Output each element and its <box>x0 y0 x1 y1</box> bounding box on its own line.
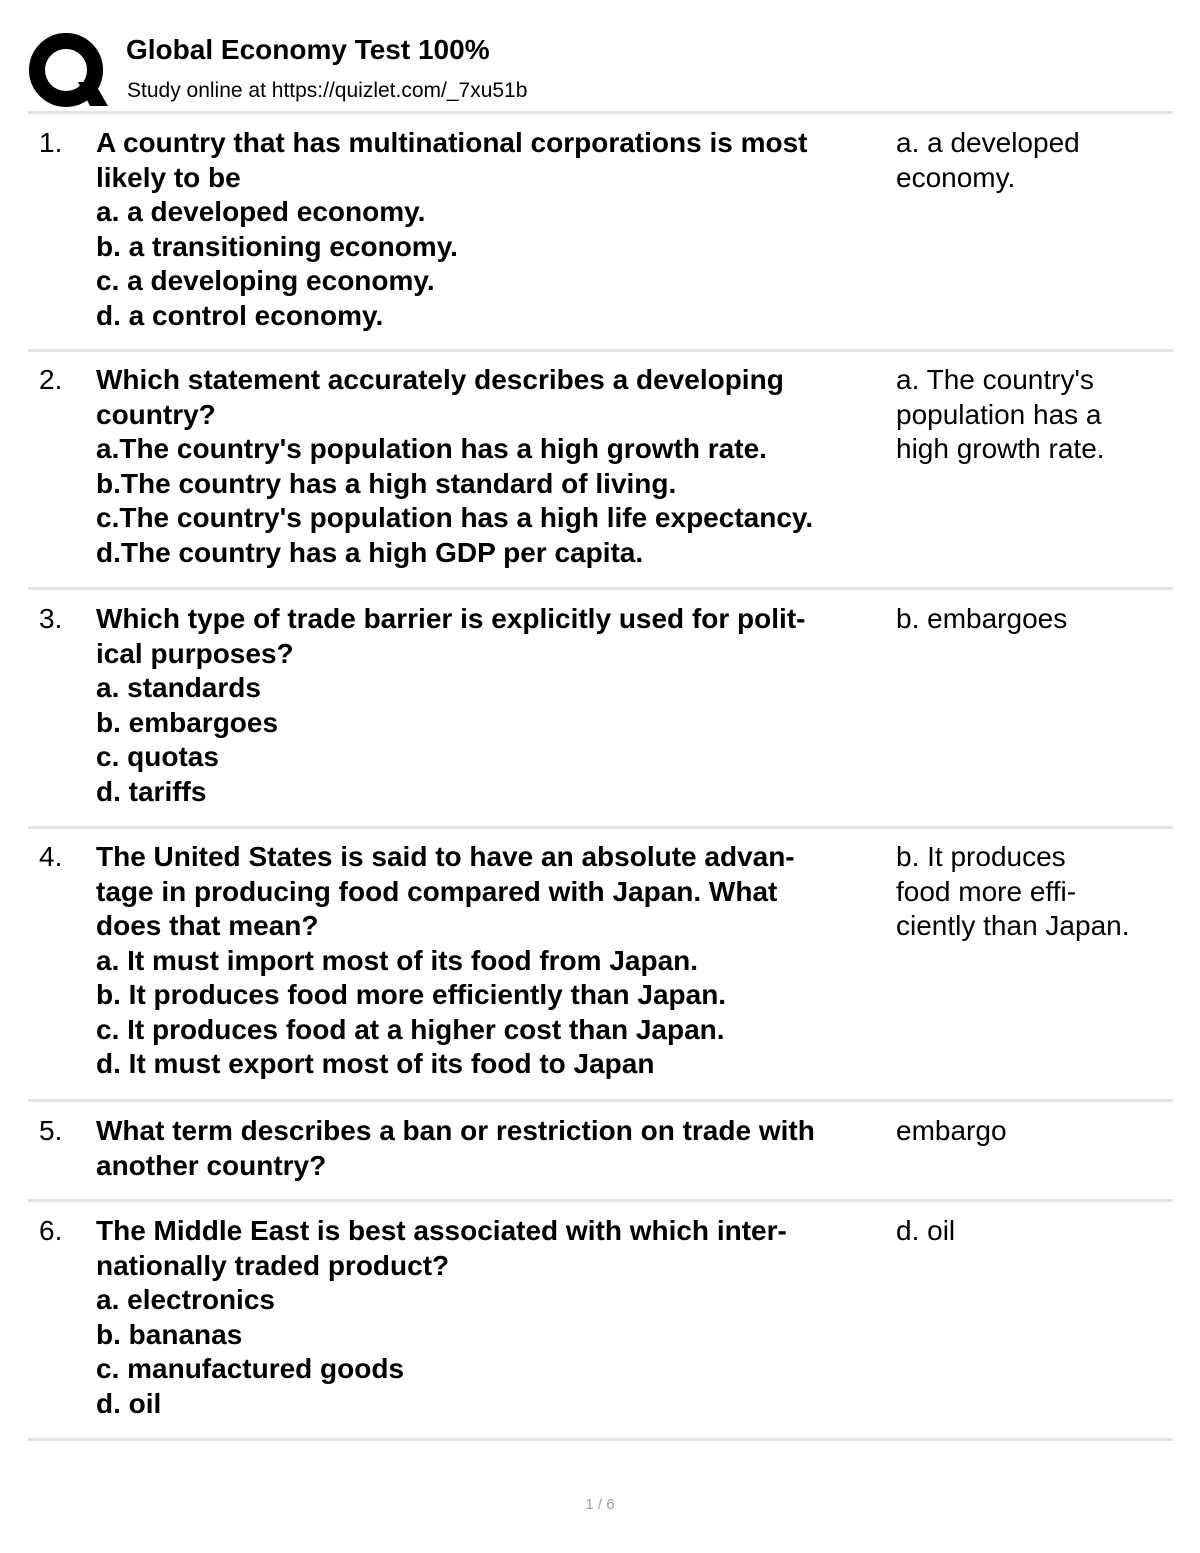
divider <box>28 1199 1173 1202</box>
divider <box>28 111 1173 114</box>
question-text <box>96 363 896 570</box>
question-line: a. electronics <box>96 1284 275 1315</box>
question-line: c. a developing economy. <box>96 265 435 296</box>
question-line: b. bananas <box>96 1318 243 1350</box>
answer-text <box>896 363 1171 467</box>
question-line: b. a transitioning economy. <box>96 230 458 262</box>
question-line: c. It produces food at a higher cost than Japan. <box>96 1013 725 1045</box>
answer-line: population has a <box>896 398 1102 430</box>
question-line: c.The country's population has a high life expectancy. <box>96 502 814 533</box>
answer-line: a. a developed <box>896 127 1080 158</box>
question-number: 3. <box>39 603 63 634</box>
answer-line: b. It produces <box>896 841 1066 872</box>
question-line: likely to be <box>96 161 241 193</box>
question-line: d. oil <box>96 1387 162 1419</box>
answer-text <box>896 1114 1171 1149</box>
question-line: country? <box>96 398 216 430</box>
answer-text <box>896 840 1171 944</box>
question-text <box>96 602 896 809</box>
question-line: does that mean? <box>96 910 319 941</box>
answer-text <box>896 126 1171 195</box>
question-line: d. tariffs <box>96 775 207 807</box>
question-line: d. a control economy. <box>96 299 384 331</box>
answer-line: embargo <box>896 1115 1007 1146</box>
quizlet-logo-icon <box>28 32 108 112</box>
question-line: Which type of trade barrier is explicitly used for polit- <box>96 603 806 634</box>
question-text <box>96 840 896 1082</box>
answer-line: b. embargoes <box>896 603 1068 634</box>
question-line: a. standards <box>96 672 261 703</box>
divider <box>28 826 1173 829</box>
question-line: another country? <box>96 1149 327 1181</box>
answer-line: food more effi- <box>896 875 1077 907</box>
answer-line: a. The country's <box>896 364 1094 395</box>
answer-text <box>896 1214 1171 1249</box>
question-line: c. quotas <box>96 741 219 772</box>
question-line: The Middle East is best associated with which inter- <box>96 1215 787 1246</box>
question-line: b. It produces food more efficiently than Japan. <box>96 979 727 1010</box>
question-text <box>96 126 896 333</box>
question-number: 1. <box>39 127 63 158</box>
divider <box>28 587 1173 590</box>
answer-line: d. oil <box>896 1215 956 1246</box>
question-line: A country that has multinational corporations is most <box>96 127 808 158</box>
question-line: The United States is said to have an absolute advan- <box>96 841 795 872</box>
answer-line: ciently than Japan. <box>896 910 1130 941</box>
question-text <box>96 1214 896 1421</box>
divider <box>28 1438 1173 1441</box>
question-line: a.The country's population has a high growth rate. <box>96 433 767 464</box>
divider <box>28 1099 1173 1102</box>
question-number: 6. <box>39 1215 63 1246</box>
question-line: tage in producing food compared with Japan. What <box>96 875 778 907</box>
answer-line: economy. <box>896 161 1016 193</box>
page-indicator: 1 / 6 <box>585 1496 615 1513</box>
question-number: 5. <box>39 1115 63 1146</box>
question-line: d.The country has a high GDP per capita. <box>96 536 644 568</box>
page-title: Global Economy Test 100% <box>126 34 490 65</box>
header <box>28 30 1173 110</box>
question-line: ical purposes? <box>96 637 294 669</box>
question-line: nationally traded product? <box>96 1249 450 1281</box>
divider <box>28 349 1173 352</box>
answer-line: high growth rate. <box>896 433 1105 464</box>
question-line: b. embargoes <box>96 706 279 738</box>
question-number: 2. <box>39 364 63 395</box>
question-line: d. It must export most of its food to Japan <box>96 1048 655 1079</box>
study-online-link[interactable]: Study online at https://quizlet.com/_7xu51b <box>127 79 528 102</box>
question-line: c. manufactured goods <box>96 1353 405 1384</box>
question-line: a. a developed economy. <box>96 196 426 227</box>
question-text <box>96 1114 896 1183</box>
answer-text <box>896 602 1171 637</box>
question-line: a. It must import most of its food from Japan. <box>96 944 699 976</box>
question-line: b.The country has a high standard of living. <box>96 467 677 499</box>
question-line: What term describes a ban or restriction on trade with <box>96 1115 815 1146</box>
question-line: Which statement accurately describes a developing <box>96 364 784 395</box>
question-number: 4. <box>39 841 63 872</box>
